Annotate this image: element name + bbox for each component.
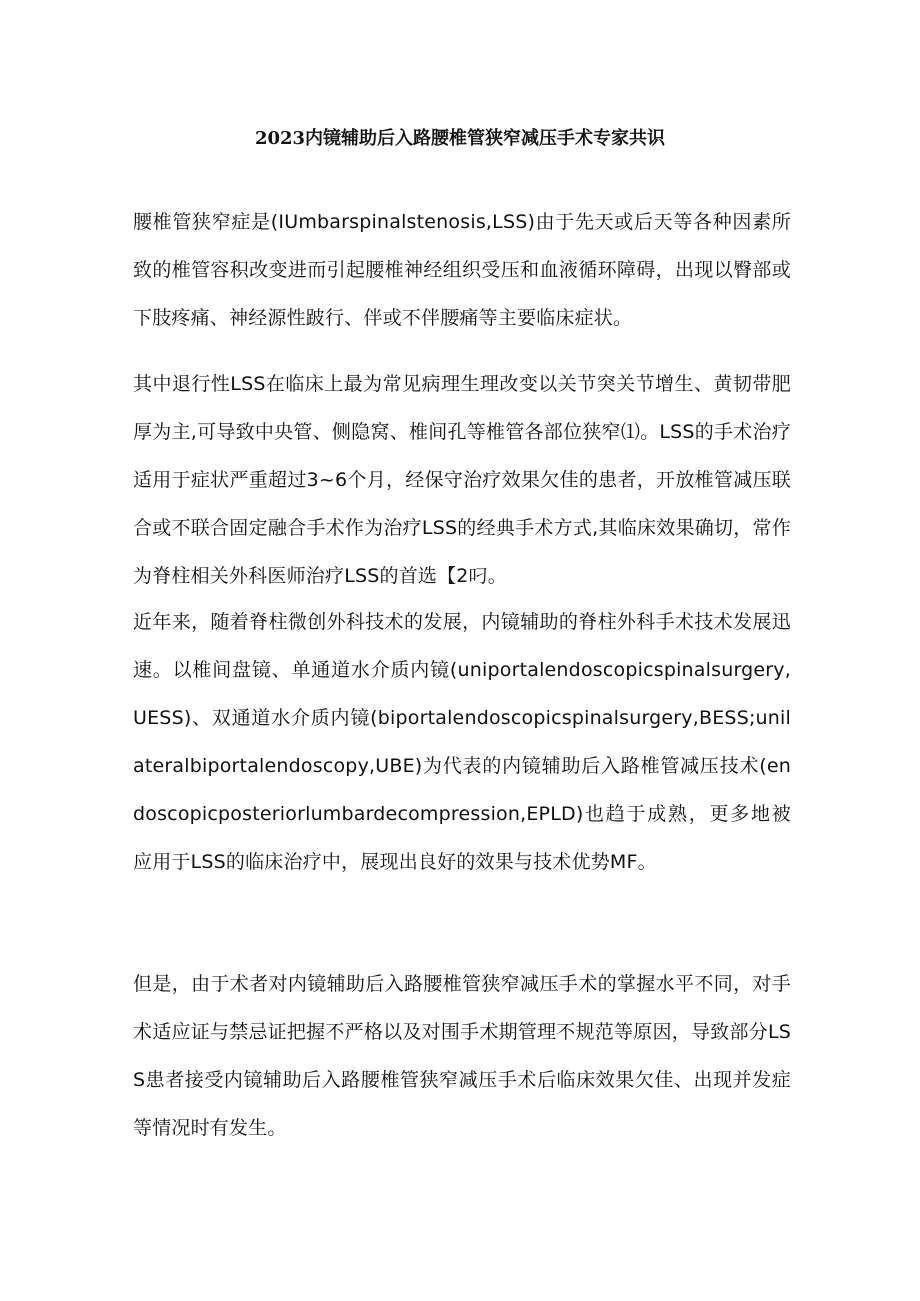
paragraph-definition: 腰椎管狭窄症是(IUmbarspinalstenosis,LSS)由于先天或后天等各种因素所致的椎管容积改变进而引起腰椎神经组织受压和血液循环障碍，出现以臀部或下肢疼痛、神经源性跛行、伴或不伴腰痛等主要临床症状。 [133, 211, 791, 329]
paragraph-clinical-issues: 但是，由于术者对内镜辅助后入路腰椎管狭窄减压手术的掌握水平不同，对手术适应证与禁忌证把握不严格以及对围手术期管理不规范等原因，导致部分LSS患者接受内镜辅助后入路腰椎管狭窄减压手术后临床效果欠佳、出现并发症等情况时有发生。 [133, 973, 791, 1139]
paragraph-endoscopic-techniques: 近年来，随着脊柱微创外科技术的发展，内镜辅助的脊柱外科手术技术发展迅速。以椎间盘镜、单通道水介质内镜(uniportalendoscopicspinalsurgery,UESS)、双通道水介质内镜(biportalendoscopicspinalsurgery,BESS;unilateralbiportalendoscopy,UBE)为代表的内镜辅助后入路椎管减压技术(endoscopicposteriorlumbardecompression,EPLD)也趋于成熟，更多地被应用于LSS的临床治疗中，展现出良好的效果与技术优势MF。 [133, 611, 791, 873]
document-title: 2023内镜辅助后入路腰椎管狭窄减压手术专家共识 [254, 128, 666, 149]
paragraph-pathology: 其中退行性LSS在临床上最为常见病理生理改变以关节突关节增生、黄韧带肥厚为主,可导致中央管、侧隐窝、椎间孔等椎管各部位狭窄⑴。LSS的手术治疗适用于症状严重超过3~6个月，经保守治疗效果欠佳的患者，开放椎管减压联合或不联合固定融合手术作为治疗LSS的经典手术方式,其临床效果确切，常作为脊柱相关外科医师治疗LSS的首选【2叼。 [133, 373, 791, 587]
